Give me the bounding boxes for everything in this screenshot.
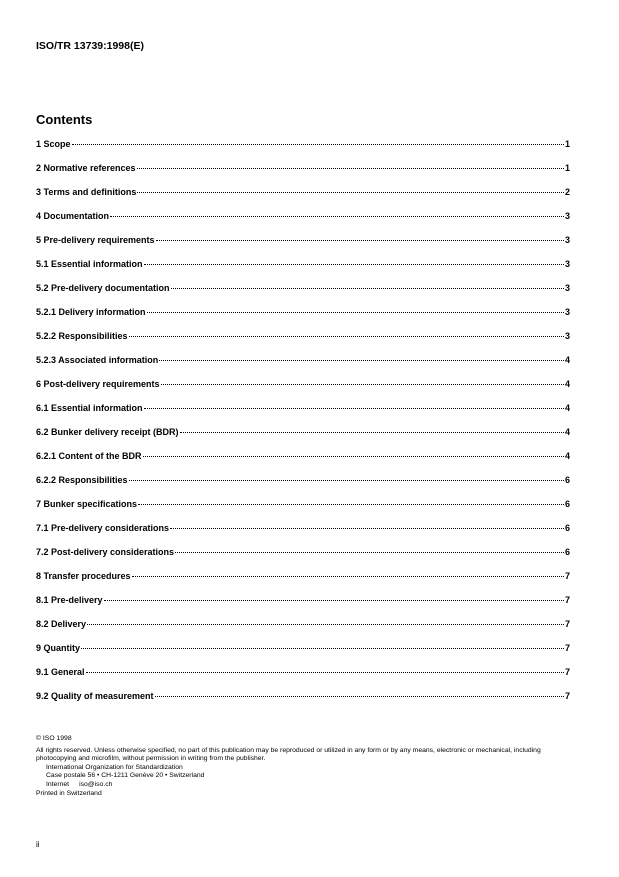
toc-dot-leader (129, 480, 564, 481)
toc-entry-title: 7 Bunker specifications (36, 499, 138, 509)
postal-address: Case postale 56 • CH-1211 Genève 20 • Switzerland (46, 772, 205, 780)
toc-entry-title: 6.2 Bunker delivery receipt (BDR) (36, 427, 179, 437)
copyright-line: © ISO 1998 (36, 735, 72, 742)
toc-entry-title: 6.2.1 Content of the BDR (36, 451, 142, 461)
toc-entry[interactable] (36, 163, 570, 187)
toc-dot-leader (147, 312, 564, 313)
toc-entry[interactable] (36, 259, 570, 283)
toc-entry-title: 5 Pre-delivery requirements (36, 235, 155, 245)
toc-entry-title: 9.1 General (36, 667, 85, 677)
toc-dot-leader (132, 576, 564, 577)
toc-entry[interactable] (36, 331, 570, 355)
toc-entry-page: 4 (564, 427, 570, 437)
toc-dot-leader (161, 384, 564, 385)
toc-entry[interactable] (36, 283, 570, 307)
toc-dot-leader (137, 168, 564, 169)
printed-location: Printed in Switzerland (36, 789, 102, 797)
table-of-contents (36, 139, 570, 715)
toc-entry[interactable] (36, 403, 570, 427)
document-id: ISO/TR 13739:1998(E) (36, 40, 144, 52)
toc-entry[interactable] (36, 235, 570, 259)
toc-dot-leader (104, 600, 564, 601)
toc-entry-page: 3 (564, 235, 570, 245)
toc-entry[interactable] (36, 307, 570, 331)
toc-entry-page: 3 (564, 211, 570, 221)
toc-entry-page: 7 (564, 619, 570, 629)
toc-dot-leader (137, 192, 564, 193)
internet-email: iso@iso.ch (79, 780, 113, 788)
toc-dot-leader (129, 336, 564, 337)
toc-entry[interactable] (36, 691, 570, 715)
toc-entry-page: 3 (564, 331, 570, 341)
toc-entry[interactable] (36, 547, 570, 571)
toc-dot-leader (156, 240, 564, 241)
toc-entry-page: 7 (564, 571, 570, 581)
copyright-notice (36, 735, 582, 798)
toc-dot-leader (81, 648, 564, 649)
rights-statement: All rights reserved. Unless otherwise specified, no part of this publication may be reproduced or utilized in any form or by any means, electronic or mechanical, including photocopying and microfilm, without permission in writing from the publisher. (36, 746, 541, 763)
toc-entry[interactable] (36, 379, 570, 403)
toc-entry-page: 6 (564, 547, 570, 557)
toc-entry[interactable] (36, 643, 570, 667)
toc-dot-leader (110, 216, 564, 217)
toc-dot-leader (87, 624, 564, 625)
toc-entry[interactable] (36, 139, 570, 163)
toc-entry[interactable] (36, 427, 570, 451)
toc-dot-leader (170, 528, 564, 529)
toc-entry[interactable] (36, 571, 570, 595)
toc-dot-leader (143, 456, 564, 457)
toc-dot-leader (171, 288, 564, 289)
organization-name: International Organization for Standardization (46, 763, 183, 771)
page-number: ii (36, 840, 40, 849)
internet-label: Internet (46, 780, 70, 788)
toc-entry-page: 4 (564, 355, 570, 365)
toc-entry-title: 7.2 Post-delivery considerations (36, 547, 175, 557)
toc-dot-leader (180, 432, 564, 433)
toc-entry-title: 5.2.1 Delivery information (36, 307, 146, 317)
toc-entry-page: 3 (564, 283, 570, 293)
toc-entry-title: 5.1 Essential information (36, 259, 143, 269)
toc-entry-page: 4 (564, 451, 570, 461)
toc-entry[interactable] (36, 667, 570, 691)
toc-entry-page: 4 (564, 379, 570, 389)
toc-entry-title: 9 Quantity (36, 643, 81, 653)
toc-entry-page: 7 (564, 643, 570, 653)
toc-entry-page: 1 (564, 139, 570, 149)
toc-entry[interactable] (36, 619, 570, 643)
toc-entry[interactable] (36, 499, 570, 523)
toc-entry[interactable] (36, 355, 570, 379)
toc-entry-title: 2 Normative references (36, 163, 136, 173)
internet-address (36, 781, 582, 790)
toc-entry-page: 4 (564, 403, 570, 413)
toc-dot-leader (138, 504, 564, 505)
toc-dot-leader (144, 264, 564, 265)
toc-entry-page: 2 (564, 187, 570, 197)
toc-dot-leader (175, 552, 564, 553)
toc-entry-title: 7.1 Pre-delivery considerations (36, 523, 170, 533)
toc-entry-page: 7 (564, 667, 570, 677)
toc-dot-leader (155, 696, 564, 697)
toc-entry[interactable] (36, 595, 570, 619)
toc-entry-page: 7 (564, 595, 570, 605)
toc-dot-leader (86, 672, 564, 673)
toc-entry-title: 3 Terms and definitions (36, 187, 137, 197)
toc-entry-title: 8.1 Pre-delivery (36, 595, 103, 605)
toc-entry-page: 6 (564, 499, 570, 509)
toc-dot-leader (144, 408, 564, 409)
toc-entry-page: 6 (564, 523, 570, 533)
toc-entry[interactable] (36, 475, 570, 499)
toc-entry-page: 3 (564, 259, 570, 269)
toc-entry[interactable] (36, 451, 570, 475)
toc-entry[interactable] (36, 211, 570, 235)
toc-dot-leader (72, 144, 564, 145)
toc-entry-title: 8.2 Delivery (36, 619, 87, 629)
toc-entry-page: 7 (564, 691, 570, 701)
toc-entry-page: 1 (564, 163, 570, 173)
toc-entry-page: 6 (564, 475, 570, 485)
toc-entry-title: 9.2 Quality of measurement (36, 691, 154, 701)
toc-entry[interactable] (36, 523, 570, 547)
contents-heading: Contents (36, 112, 93, 127)
toc-entry-title: 5.2 Pre-delivery documentation (36, 283, 170, 293)
toc-entry-title: 8 Transfer procedures (36, 571, 131, 581)
toc-entry-title: 6.1 Essential information (36, 403, 143, 413)
toc-entry-title: 5.2.3 Associated information (36, 355, 159, 365)
toc-entry-title: 1 Scope (36, 139, 71, 149)
toc-entry-title: 6.2.2 Responsibilities (36, 475, 128, 485)
toc-dot-leader (159, 360, 564, 361)
toc-entry-page: 3 (564, 307, 570, 317)
toc-entry-title: 5.2.2 Responsibilities (36, 331, 128, 341)
toc-entry-title: 6 Post-delivery requirements (36, 379, 160, 389)
toc-entry-title: 4 Documentation (36, 211, 110, 221)
toc-entry[interactable] (36, 187, 570, 211)
